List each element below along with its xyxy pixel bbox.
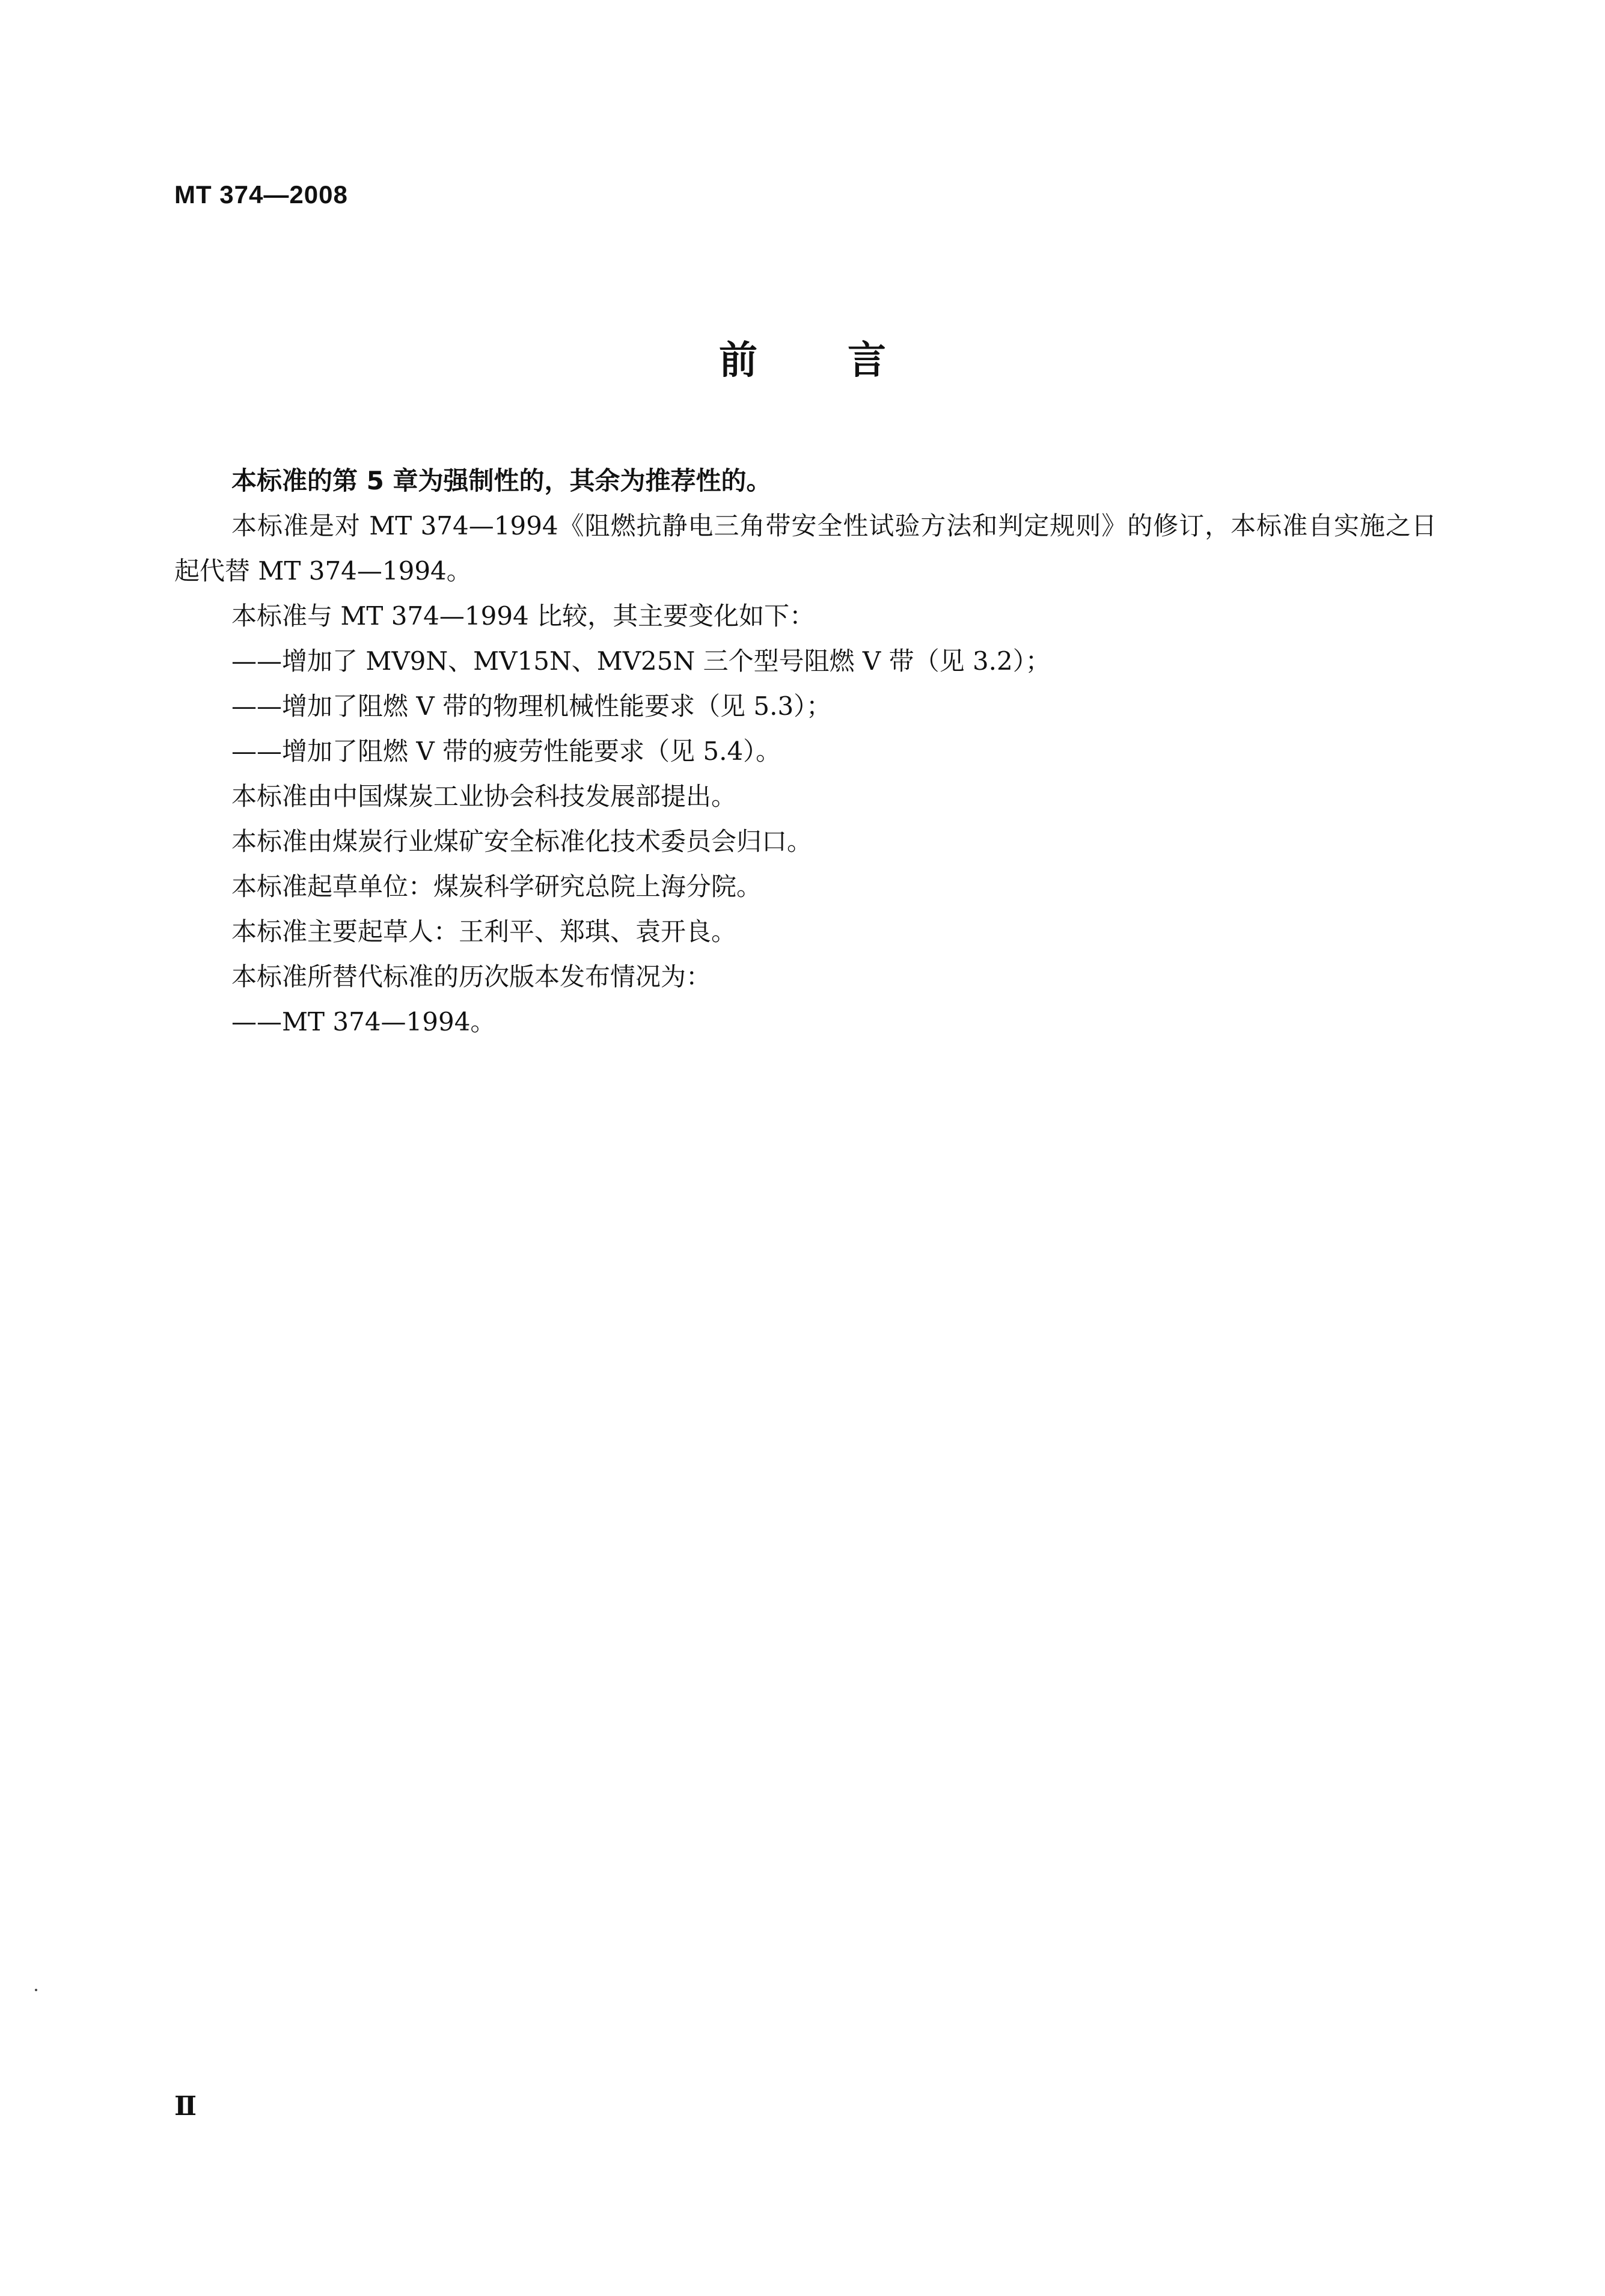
list-item-change-1: ——增加了 MV9N、MV15N、MV25N 三个型号阻燃 V 带（见 3.2）； <box>231 646 1051 676</box>
paragraph-drafters: 本标准主要起草人：王利平、郑琪、袁开良。 <box>231 917 737 946</box>
list-item-change-2: ——增加了阻燃 V 带的物理机械性能要求（见 5.3）； <box>231 691 832 721</box>
paragraph-administrator: 本标准由煤炭行业煤矿安全标准化技术委员会归口。 <box>231 827 813 856</box>
page-number: Ⅱ <box>174 2091 194 2122</box>
paragraph-drafting-unit: 本标准起草单位：煤炭科学研究总院上海分院。 <box>231 872 762 901</box>
paragraph-version-history: 本标准所替代标准的历次版本发布情况为： <box>231 962 712 991</box>
paragraph-revision: 本标准是对 MT 374—1994《阻燃抗静电三角带安全性试验方法和判定规则》的修订，本标准自实施之日起代替 MT 374—1994。 <box>174 511 1437 586</box>
list-item-previous-version: ——MT 374—1994。 <box>231 1007 496 1036</box>
standard-code: MT 374—2008 <box>174 180 348 209</box>
page-title: 前言 <box>719 338 976 383</box>
scan-speck <box>35 1989 37 1991</box>
list-item-change-3: ——增加了阻燃 V 带的疲劳性能要求（见 5.4）。 <box>231 736 781 766</box>
paragraph-changes-intro: 本标准与 MT 374—1994 比较，其主要变化如下： <box>231 601 815 631</box>
paragraph-mandatory-note: 本标准的第 5 章为强制性的，其余为推荐性的。 <box>231 466 772 495</box>
foreword-body <box>174 458 1437 1044</box>
paragraph-proposer: 本标准由中国煤炭工业协会科技发展部提出。 <box>231 782 737 811</box>
